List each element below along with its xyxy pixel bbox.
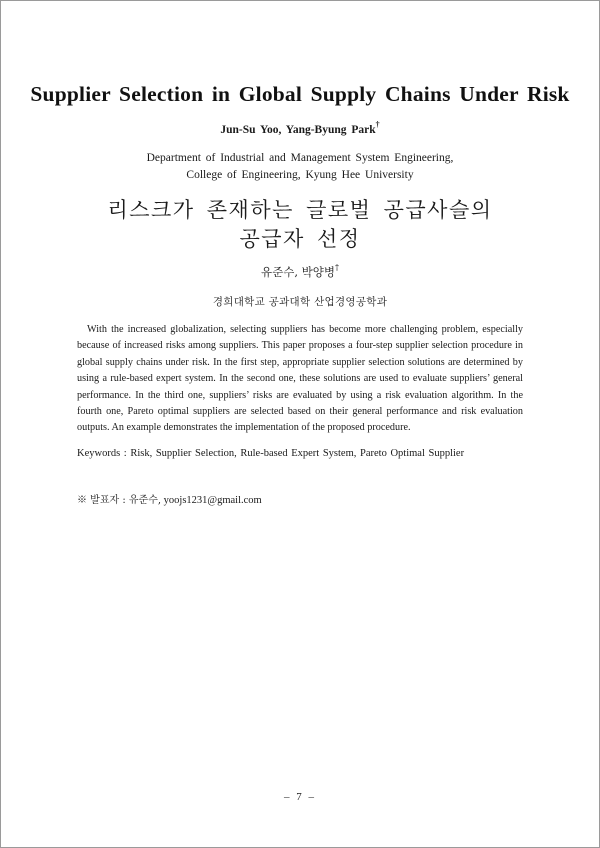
presenter-label: ※ 발표자 : 유준수, <box>77 495 162 506</box>
abstract: With the increased globalization, selecting suppliers has become more challenging problem, especially because of increased risks among suppliers. This paper proposes a four-step supplier selection procedure in global supply chains under risk. In the first step, appropriate supplier selection solutions are determined by using a rule-based expert system. In the second one, these solutions are used to evaluate suppliers’ general performance. In the third one, suppliers’ risks are evaluated by using a risk evaluation algorithm. In the fourth one, Pareto optimal suppliers are selected based on their general performance and risk evaluation outputs. An example demonstrates the implementation of the proposed procedure. <box>77 324 523 434</box>
affiliation-en-line2: College of Engineering, Kyung Hee University <box>186 169 414 181</box>
authors-en <box>0 121 600 136</box>
keywords <box>77 448 523 459</box>
presenter-email: yoojs1231@gmail.com <box>163 495 262 506</box>
authors-ko-names: 유준수, 박양병 <box>261 265 335 279</box>
paper-title-ko-line1: 리스크가 존재하는 글로벌 공급사슬의 <box>107 198 493 222</box>
affiliation-ko: 경희대학교 공과대학 산업경영공학과 <box>212 296 388 308</box>
authors-en-names: Jun-Su Yoo, Yang-Byung Park <box>220 123 376 136</box>
keywords-list: Risk, Supplier Selection, Rule-based Expert System, Pareto Optimal Supplier <box>130 448 465 459</box>
affiliation-en <box>0 150 600 184</box>
corresponding-author-mark: † <box>375 120 380 129</box>
paper-title-ko <box>0 196 600 254</box>
paper-title-ko-line2: 공급자 선정 <box>239 227 361 251</box>
affiliation-en-line1: Department of Industrial and Management System Engineering, <box>146 152 454 164</box>
corresponding-author-mark-ko: † <box>334 263 339 273</box>
paper-title-en: Supplier Selection in Global Supply Chains Under Risk <box>30 82 570 106</box>
authors-ko <box>0 264 600 280</box>
keywords-label: Keywords : <box>77 448 131 459</box>
page-number: – 7 – <box>284 791 316 803</box>
presenter-note <box>77 491 523 506</box>
